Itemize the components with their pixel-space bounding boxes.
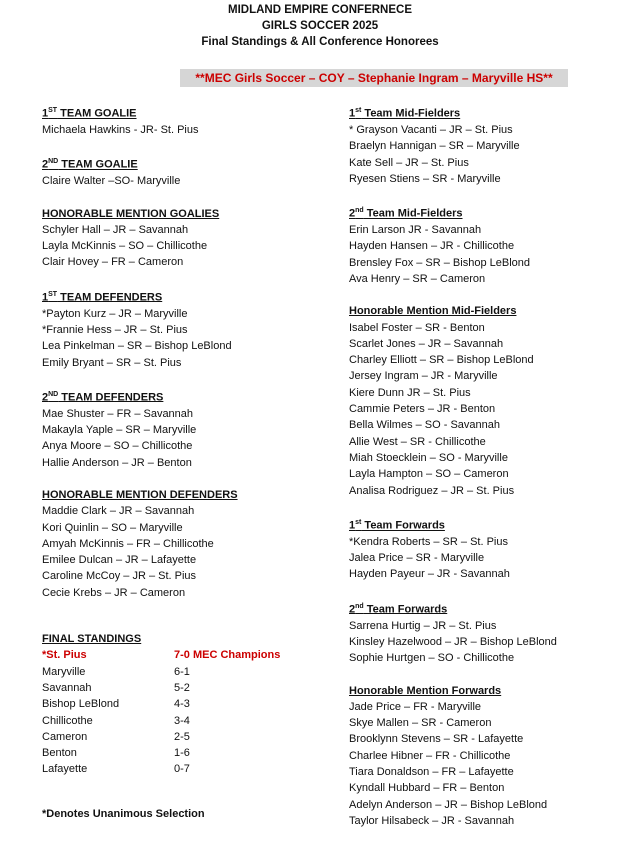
honoree-entry: Clair Hovey – FR – Cameron [42,256,184,269]
section-title-number: 1 [349,107,356,120]
section-title [42,287,322,306]
standings-row [42,664,322,680]
standings-team: Chillicothe [42,714,93,727]
section-title [349,203,629,222]
section-title [42,206,322,222]
honoree-entry: Kiere Dunn JR – St. Pius [349,386,471,399]
honoree-entry: Ava Henry – SR – Cameron [349,272,486,285]
honoree-entry: Sophie Hurtgen – SO - Chillicothe [349,652,515,665]
honoree-entry: Adelyn Anderson – JR – Bishop LeBlond [349,798,548,811]
section-title [349,515,629,534]
standings-team: Lafayette [42,763,88,776]
section-title-ordinal: ND [48,390,59,398]
unanimous-note: *Denotes Unanimous Selection [42,808,205,820]
section-title-number: 1 [349,519,356,532]
section-title [42,487,322,503]
section-title-number: 2 [349,603,356,616]
section-title [349,103,629,122]
honoree-entry: Mae Shuster – FR – Savannah [42,407,194,420]
standings-record: 6-1 [174,665,190,678]
honoree-entry: Jalea Price – SR - Maryville [349,552,485,565]
standings-row [42,713,322,729]
standings-title: FINAL STANDINGS [42,633,142,646]
section-title-ordinal: ST [48,290,58,298]
section-title-ordinal: nd [355,207,364,215]
right-column [349,103,629,845]
honoree-entry: Taylor Hilsabeck – JR - Savannah [349,814,515,827]
honoree-entry: Charley Elliott – SR – Bishop LeBlond [349,354,534,367]
honoree-entry: Emilee Dulcan – JR – Lafayette [42,554,197,567]
honoree-entry: Layla McKinnis – SO – Chillicothe [42,240,208,253]
honor-section [42,103,322,138]
honor-section [42,206,322,271]
honoree-entry: Tiara Donaldson – FR – Lafayette [349,766,514,779]
honor-section [349,599,629,667]
section-title-number: 1 [42,107,49,120]
header-line-2: GIRLS SOCCER 2025 [261,20,379,32]
section-title-text: TEAM GOALIE [58,158,138,171]
section-title [42,103,322,122]
honoree-entry: Emily Bryant – SR – St. Pius [42,356,182,369]
honoree-entry: Kori Quinlin – SO – Maryville [42,521,183,534]
honoree-entry: Cecie Krebs – JR – Cameron [42,586,186,599]
honoree-entry: Erin Larson JR - Savannah [349,224,482,237]
final-standings [42,631,322,778]
section-title [349,599,629,618]
honoree-entry: Miah Stoecklein – SO - Maryville [349,451,508,464]
honoree-entry: Kinsley Hazelwood – JR – Bishop LeBlond [349,635,557,648]
honoree-entry: Kate Sell – JR – St. Pius [349,156,469,169]
honoree-entry: Isabel Foster – SR - Benton [349,321,485,334]
honoree-entry: Hallie Anderson – JR – Benton [42,456,192,469]
section-title [349,683,629,699]
honoree-entry: Claire Walter –SO- Maryville [42,175,181,188]
honoree-entry: Anya Moore – SO – Chillicothe [42,440,193,453]
section-title-ordinal: ND [48,158,59,166]
honor-section [42,287,322,371]
honoree-entry: Amyah McKinnis – FR – Chillicothe [42,537,214,550]
section-title-number: 1 [42,291,49,304]
standings-team: Cameron [42,730,88,743]
section-title-text: Honorable Mention Mid-Fielders [349,305,517,318]
standings-team: *St. Pius [42,649,87,662]
honoree-entry: Analisa Rodriguez – JR – St. Pius [349,484,515,497]
standings-team: Maryville [42,665,86,678]
honor-section [349,103,629,187]
standings-row [42,729,322,745]
honor-section [349,303,629,499]
honoree-entry: Jersey Ingram – JR - Maryville [349,370,498,383]
standings-row [42,745,322,761]
honoree-entry: * Grayson Vacanti – JR – St. Pius [349,123,513,136]
honoree-entry: *Kendra Roberts – SR – St. Pius [349,535,508,548]
standings-row [42,696,322,712]
section-title-text: Honorable Mention Forwards [349,684,502,697]
honoree-entry: Layla Hampton – SO – Cameron [349,468,509,481]
coach-of-year-banner: **MEC Girls Soccer – COY – Stephanie Ingram – Maryville HS** [180,69,568,87]
section-title-text: Team Forwards [361,519,445,532]
section-title-number: 2 [42,391,49,404]
honoree-entry: Scarlet Jones – JR – Savannah [349,337,504,350]
honoree-entry: *Frannie Hess – JR – St. Pius [42,323,188,336]
section-title-ordinal: nd [355,602,364,610]
honoree-entry: Bella Wilmes – SO - Savannah [349,419,501,432]
honoree-entry: Brooklynn Stevens – SR - Lafayette [349,733,524,746]
honoree-entry: Skye Mallen – SR - Cameron [349,717,492,730]
honor-section [42,387,322,471]
standings-team: Bishop LeBlond [42,698,120,711]
honoree-entry: Hayden Payeur – JR - Savannah [349,568,510,581]
honoree-entry: Ryesen Stiens – SR - Maryville [349,172,501,185]
honor-section [349,515,629,583]
honoree-entry: Jade Price – FR - Maryville [349,700,482,713]
section-title-ordinal: st [355,518,362,526]
section-title-text: Team Mid-Fielders [361,107,461,120]
standings-team: Savannah [42,681,92,694]
section-title-text: HONORABLE MENTION GOALIES [42,207,220,220]
honoree-entry: *Payton Kurz – JR – Maryville [42,307,188,320]
honoree-entry: Cammie Peters – JR - Benton [349,403,496,416]
section-title-ordinal: st [355,107,362,114]
section-title-text: HONORABLE MENTION DEFENDERS [42,488,238,501]
honoree-entry: Hayden Hansen – JR - Chillicothe [349,240,515,253]
standings-record: 2-5 [174,730,190,743]
section-title [42,387,322,406]
section-title [42,154,322,173]
honor-section [42,154,322,189]
standings-record: 5-2 [174,681,190,694]
honoree-entry: Kyndall Hubbard – FR – Benton [349,782,505,795]
honor-section [42,487,322,601]
header-line-3: Final Standings & All Conference Honorees [201,36,439,48]
standings-team: Benton [42,747,77,760]
section-title-text: Team Mid-Fielders [363,207,463,220]
section-title-number: 2 [42,158,49,171]
honoree-entry: Lea Pinkelman – SR – Bishop LeBlond [42,340,232,353]
section-title-text: TEAM DEFENDERS [57,291,163,304]
honoree-entry: Michaela Hawkins - JR- St. Pius [42,123,199,136]
standings-record: 4-3 [174,698,190,711]
standings-row [42,647,322,663]
honoree-entry: Caroline McCoy – JR – St. Pius [42,570,197,583]
standings-row [42,761,322,777]
section-title-ordinal: ST [48,107,58,114]
honoree-entry: Makayla Yaple – SR – Maryville [42,424,197,437]
standings-record: 0-7 [174,763,190,776]
standings-row [42,680,322,696]
honoree-entry: Allie West – SR - Chillicothe [349,435,486,448]
honoree-entry: Sarrena Hurtig – JR – St. Pius [349,619,497,632]
standings-record: 1-6 [174,747,190,760]
section-title-text: TEAM DEFENDERS [58,391,164,404]
honor-section [349,203,629,287]
honor-section [349,683,629,830]
section-title-text: TEAM GOALIE [57,107,137,120]
left-column [42,103,322,778]
section-title [349,303,629,319]
section-title-number: 2 [349,207,356,220]
document-header [0,2,640,50]
honoree-entry: Maddie Clark – JR – Savannah [42,505,195,518]
honoree-entry: Schyler Hall – JR – Savannah [42,223,189,236]
honoree-entry: Braelyn Hannigan – SR – Maryville [349,140,520,153]
honoree-entry: Charlee Hibner – FR - Chillicothe [349,749,511,762]
header-line-1: MIDLAND EMPIRE CONFERNECE [227,4,412,16]
standings-record: 3-4 [174,714,190,727]
section-title-text: Team Forwards [363,603,448,616]
standings-record: 7-0 MEC Champions [174,649,281,662]
honoree-entry: Brensley Fox – SR – Bishop LeBlond [349,256,530,269]
